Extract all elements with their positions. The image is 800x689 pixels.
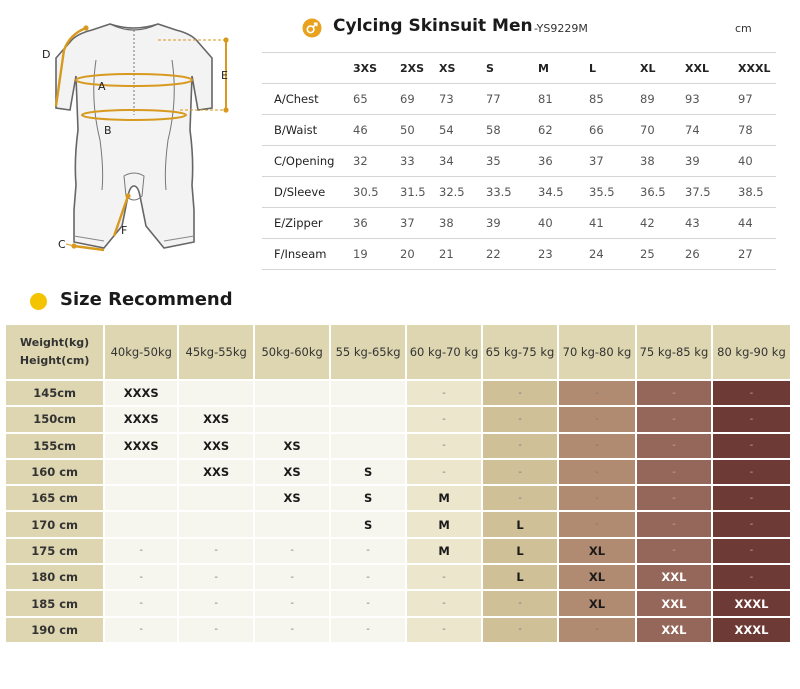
size-cell: - (105, 591, 177, 615)
size-cell: - (483, 460, 557, 484)
size-cell: - (179, 591, 253, 615)
size-cell: L (483, 539, 557, 563)
measurement-value: 40 (534, 208, 585, 239)
weight-header-row (6, 325, 790, 379)
height-label: 175 cm (6, 539, 103, 563)
measurement-header-row (262, 53, 776, 84)
inseam-dot (125, 193, 130, 198)
size-cell: XXXS (105, 381, 177, 405)
height-row (6, 565, 790, 589)
size-cell: - (407, 591, 481, 615)
height-label: 190 cm (6, 618, 103, 642)
size-header: 2XS (396, 53, 435, 84)
height-label: 170 cm (6, 512, 103, 536)
size-cell: - (713, 565, 790, 589)
sleeve-dot (83, 25, 88, 30)
measurement-value: 36 (349, 208, 396, 239)
size-cell: XXXS (105, 407, 177, 431)
size-cell: - (637, 381, 711, 405)
size-header: 3XS (349, 53, 396, 84)
size-cell (255, 381, 329, 405)
size-cell: XXXS (105, 434, 177, 458)
size-recommend-title: Size Recommend (60, 289, 233, 310)
size-cell: - (407, 618, 481, 642)
size-cell: S (331, 486, 405, 510)
size-cell: - (255, 539, 329, 563)
height-row (6, 618, 790, 642)
measurement-value: 34 (435, 146, 482, 177)
measurement-corner (262, 53, 349, 84)
measurement-value: 35.5 (585, 177, 636, 208)
measurement-row-label: A/Chest (262, 84, 349, 115)
measurement-table (262, 52, 776, 270)
weight-range-header: 60 kg-70 kg (407, 325, 481, 379)
size-chart-header (302, 16, 780, 42)
measurement-value: 20 (396, 239, 435, 270)
weight-range-header: 55 kg-65kg (331, 325, 405, 379)
size-cell: - (105, 539, 177, 563)
size-cell: M (407, 486, 481, 510)
height-row (6, 381, 790, 405)
skinsuit-illustration (30, 10, 260, 270)
measurement-value: 58 (482, 115, 534, 146)
size-cell: - (559, 460, 635, 484)
size-cell: - (179, 565, 253, 589)
measurement-value: 50 (396, 115, 435, 146)
height-row (6, 539, 790, 563)
size-cell: - (713, 512, 790, 536)
size-cell: XXS (179, 407, 253, 431)
measurement-value: 73 (435, 84, 482, 115)
height-label: 180 cm (6, 565, 103, 589)
weight-range-header: 70 kg-80 kg (559, 325, 635, 379)
measurement-row (262, 239, 776, 270)
measurement-value: 37.5 (681, 177, 734, 208)
weight-range-header: 45kg-55kg (179, 325, 253, 379)
measurement-value: 54 (435, 115, 482, 146)
measurement-value: 70 (636, 115, 681, 146)
measurement-value: 37 (396, 208, 435, 239)
page-title: Cylcing Skinsuit Men (333, 16, 533, 36)
size-header: XL (636, 53, 681, 84)
size-cell: - (713, 486, 790, 510)
height-label: 145cm (6, 381, 103, 405)
size-header: XXXL (734, 53, 776, 84)
size-cell: L (483, 565, 557, 589)
height-label: 185 cm (6, 591, 103, 615)
size-cell: - (559, 381, 635, 405)
height-label: 155cm (6, 434, 103, 458)
size-header: XXL (681, 53, 734, 84)
size-cell: XXXL (713, 618, 790, 642)
corner-weight-label: Weight(kg) (20, 336, 90, 349)
size-recommend-table (4, 323, 792, 644)
unit-label: cm (735, 22, 752, 35)
measurement-value: 62 (534, 115, 585, 146)
weight-range-header: 65 kg-75 kg (483, 325, 557, 379)
size-cell: M (407, 512, 481, 536)
size-cell: - (713, 407, 790, 431)
size-cell: - (559, 618, 635, 642)
measurement-row-label: C/Opening (262, 146, 349, 177)
measurement-value: 32.5 (435, 177, 482, 208)
size-cell: - (407, 565, 481, 589)
size-cell: - (637, 539, 711, 563)
measurement-value: 36 (534, 146, 585, 177)
measurement-value: 81 (534, 84, 585, 115)
measurement-value: 40 (734, 146, 776, 177)
size-cell (331, 434, 405, 458)
height-label: 160 cm (6, 460, 103, 484)
measurement-value: 31.5 (396, 177, 435, 208)
size-cell (331, 381, 405, 405)
measurement-row-label: B/Waist (262, 115, 349, 146)
measurement-value: 33.5 (482, 177, 534, 208)
size-cell: - (331, 591, 405, 615)
size-cell: - (407, 381, 481, 405)
size-cell: - (559, 486, 635, 510)
size-cell: - (559, 407, 635, 431)
measurement-value: 46 (349, 115, 396, 146)
measurement-value: 42 (636, 208, 681, 239)
size-cell: XL (559, 565, 635, 589)
measurement-row (262, 177, 776, 208)
size-cell (255, 512, 329, 536)
corner-height-label: Height(cm) (19, 354, 90, 367)
size-cell: - (331, 618, 405, 642)
label-b: B (104, 124, 112, 137)
measurement-row (262, 84, 776, 115)
size-cell: XXL (637, 565, 711, 589)
measurement-value: 30.5 (349, 177, 396, 208)
size-cell: - (637, 512, 711, 536)
measurement-value: 32 (349, 146, 396, 177)
size-cell: - (331, 539, 405, 563)
measurement-row (262, 115, 776, 146)
label-c: C (58, 238, 66, 251)
measurement-value: 39 (482, 208, 534, 239)
size-cell: XXXL (713, 591, 790, 615)
size-header: M (534, 53, 585, 84)
measurement-value: 78 (734, 115, 776, 146)
size-cell: - (255, 565, 329, 589)
measurement-value: 23 (534, 239, 585, 270)
size-cell (179, 512, 253, 536)
size-cell: - (255, 618, 329, 642)
size-cell: - (713, 434, 790, 458)
male-icon (302, 18, 322, 38)
size-cell: - (407, 460, 481, 484)
measurement-value: 27 (734, 239, 776, 270)
measurement-value: 19 (349, 239, 396, 270)
size-cell (255, 407, 329, 431)
size-cell: - (483, 591, 557, 615)
height-label: 165 cm (6, 486, 103, 510)
label-e: E (221, 69, 228, 82)
measurement-value: 38 (435, 208, 482, 239)
measurement-value: 41 (585, 208, 636, 239)
size-cell: - (105, 565, 177, 589)
measurement-value: 35 (482, 146, 534, 177)
size-cell: L (483, 512, 557, 536)
weight-range-header: 40kg-50kg (105, 325, 177, 379)
skinsuit-outline (56, 24, 212, 248)
size-cell (331, 407, 405, 431)
height-row (6, 512, 790, 536)
size-cell: - (637, 486, 711, 510)
size-cell: XS (255, 434, 329, 458)
size-cell: S (331, 512, 405, 536)
size-cell: - (407, 434, 481, 458)
size-cell: - (483, 434, 557, 458)
size-header: S (482, 53, 534, 84)
label-a: A (98, 80, 106, 93)
measurement-value: 33 (396, 146, 435, 177)
label-f: F (121, 224, 128, 237)
measurement-value: 26 (681, 239, 734, 270)
measurement-value: 74 (681, 115, 734, 146)
size-cell: XXL (637, 591, 711, 615)
measurement-value: 77 (482, 84, 534, 115)
measurement-value: 43 (681, 208, 734, 239)
measurement-value: 24 (585, 239, 636, 270)
size-header: XS (435, 53, 482, 84)
size-cell: - (637, 434, 711, 458)
measurement-value: 38.5 (734, 177, 776, 208)
size-cell: - (713, 460, 790, 484)
size-cell (105, 460, 177, 484)
measurement-value: 34.5 (534, 177, 585, 208)
size-cell: - (637, 407, 711, 431)
height-row (6, 591, 790, 615)
size-cell: XL (559, 539, 635, 563)
size-cell: - (559, 512, 635, 536)
zipper-dot-bottom (223, 107, 228, 112)
measurement-value: 39 (681, 146, 734, 177)
measurement-value: 44 (734, 208, 776, 239)
measurement-value: 22 (482, 239, 534, 270)
size-cell: XXL (637, 618, 711, 642)
height-row (6, 434, 790, 458)
size-cell: - (407, 407, 481, 431)
size-cell: - (105, 618, 177, 642)
weight-range-header: 80 kg-90 kg (713, 325, 790, 379)
measurement-row-label: E/Zipper (262, 208, 349, 239)
height-row (6, 460, 790, 484)
height-label: 150cm (6, 407, 103, 431)
measurement-row-label: F/Inseam (262, 239, 349, 270)
measurement-value: 85 (585, 84, 636, 115)
label-d: D (42, 48, 51, 61)
zipper-dot-top (223, 37, 228, 42)
size-cell: - (483, 381, 557, 405)
product-code: -YS9229M (534, 22, 588, 35)
height-row (6, 486, 790, 510)
measurement-row (262, 208, 776, 239)
measurement-value: 66 (585, 115, 636, 146)
size-cell: - (637, 460, 711, 484)
size-cell: - (483, 618, 557, 642)
measurement-value: 89 (636, 84, 681, 115)
size-cell: - (713, 539, 790, 563)
measurement-value: 69 (396, 84, 435, 115)
size-cell: M (407, 539, 481, 563)
size-cell: - (713, 381, 790, 405)
size-cell: - (179, 618, 253, 642)
size-cell (179, 381, 253, 405)
size-cell: - (559, 434, 635, 458)
measurement-row (262, 146, 776, 177)
size-cell: - (483, 407, 557, 431)
measurement-value: 93 (681, 84, 734, 115)
size-cell: XS (255, 486, 329, 510)
measurement-value: 25 (636, 239, 681, 270)
weight-range-header: 75 kg-85 kg (637, 325, 711, 379)
size-cell: - (179, 539, 253, 563)
measurement-value: 97 (734, 84, 776, 115)
bullet-dot-icon (30, 293, 47, 310)
height-row (6, 407, 790, 431)
weight-height-corner (6, 325, 103, 379)
measurement-value: 37 (585, 146, 636, 177)
size-cell: S (331, 460, 405, 484)
size-cell: XS (255, 460, 329, 484)
size-cell: XXS (179, 460, 253, 484)
measurement-value: 21 (435, 239, 482, 270)
size-cell: - (255, 591, 329, 615)
measurement-value: 38 (636, 146, 681, 177)
size-header: L (585, 53, 636, 84)
measurement-value: 65 (349, 84, 396, 115)
measurement-row-label: D/Sleeve (262, 177, 349, 208)
size-cell (105, 512, 177, 536)
size-cell: XL (559, 591, 635, 615)
weight-range-header: 50kg-60kg (255, 325, 329, 379)
size-cell: - (331, 565, 405, 589)
size-cell (179, 486, 253, 510)
size-cell (105, 486, 177, 510)
size-cell: XXS (179, 434, 253, 458)
size-recommend-header (30, 289, 330, 313)
size-cell: - (483, 486, 557, 510)
skinsuit-diagram (30, 10, 260, 270)
measurement-value: 36.5 (636, 177, 681, 208)
